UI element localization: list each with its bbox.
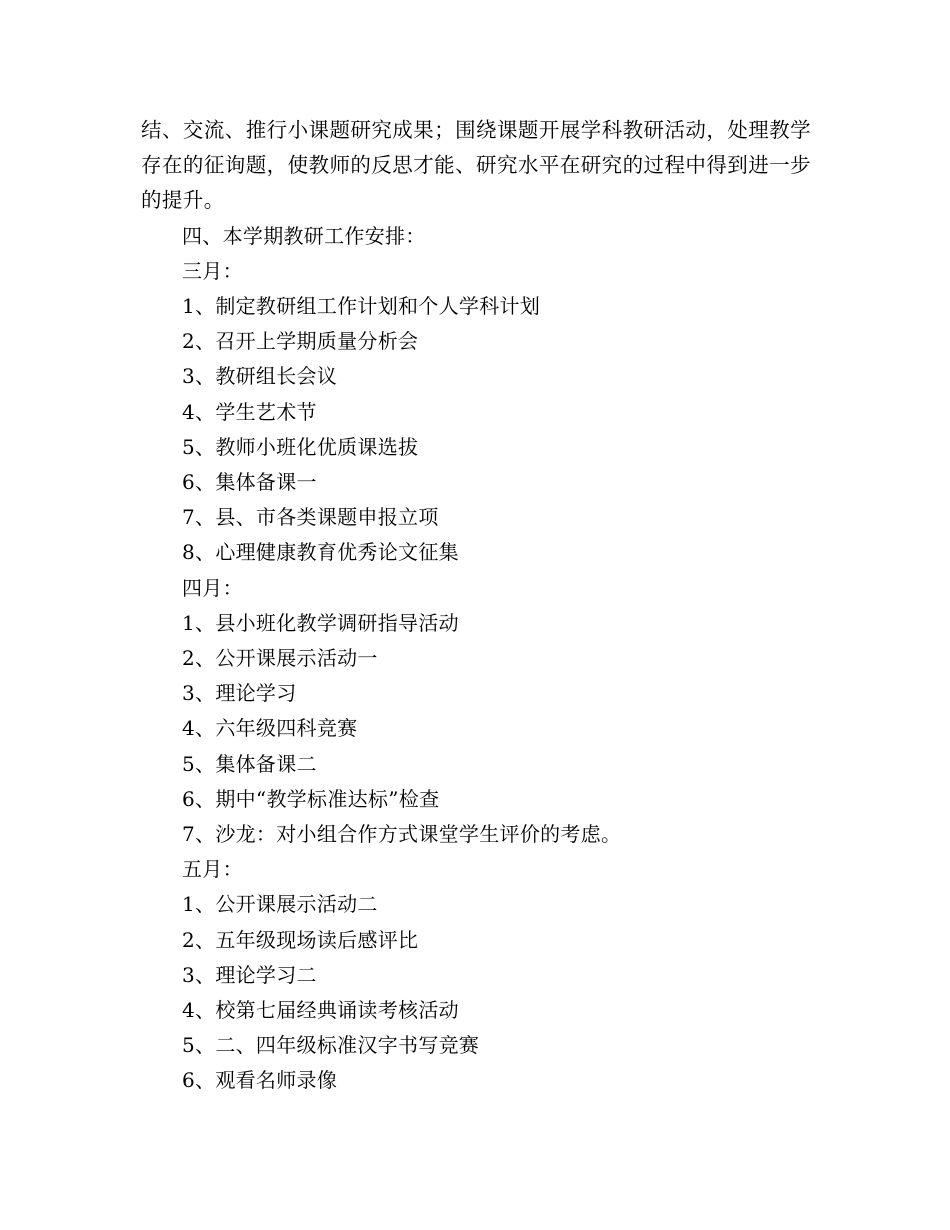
list-item: 8、心理健康教育优秀论文征集 [182,540,459,565]
intro-paragraph: 结、交流、推行小课题研究成果；围绕课题开展学科教研活动，处理教学存在的征询题，使教师的反思才能、研究水平在研究的过程中得到进一步的提升。 [141,118,811,213]
list-item: 5、集体备课二 [182,751,317,776]
list-item: 7、沙龙：对小组合作方式课堂学生评价的考虑。 [182,822,622,847]
list-item: 7、县、市各类课题申报立项 [182,505,439,530]
list-item: 1、县小班化教学调研指导活动 [182,610,459,635]
list-item: 2、公开课展示活动一 [182,646,378,671]
month-title-may: 五月： [182,857,243,882]
list-item: 4、校第七届经典诵读考核活动 [182,998,459,1023]
list-item: 3、理论学习 [182,681,297,706]
list-item: 2、召开上学期质量分析会 [182,329,419,354]
section-heading: 四、本学期教研工作安排： [182,223,426,248]
list-item: 5、二、四年级标准汉字书写竞赛 [182,1033,480,1058]
list-item: 6、观看名师录像 [182,1068,338,1093]
list-item: 1、公开课展示活动二 [182,892,378,917]
list-item: 3、理论学习二 [182,962,317,987]
month-title-march: 三月： [182,258,243,283]
list-item: 3、教研组长会议 [182,364,338,389]
list-item: 6、集体备课一 [182,470,317,495]
month-title-april: 四月： [182,575,243,600]
list-item: 4、学生艺术节 [182,399,317,424]
list-item: 2、五年级现场读后感评比 [182,927,419,952]
list-item: 1、制定教研组工作计划和个人学科计划 [182,294,541,319]
list-item: 5、教师小班化优质课选拔 [182,434,419,459]
document-body [141,113,811,1099]
list-item: 4、六年级四科竞赛 [182,716,358,741]
list-item: 6、期中“教学标准达标”检查 [182,786,440,811]
